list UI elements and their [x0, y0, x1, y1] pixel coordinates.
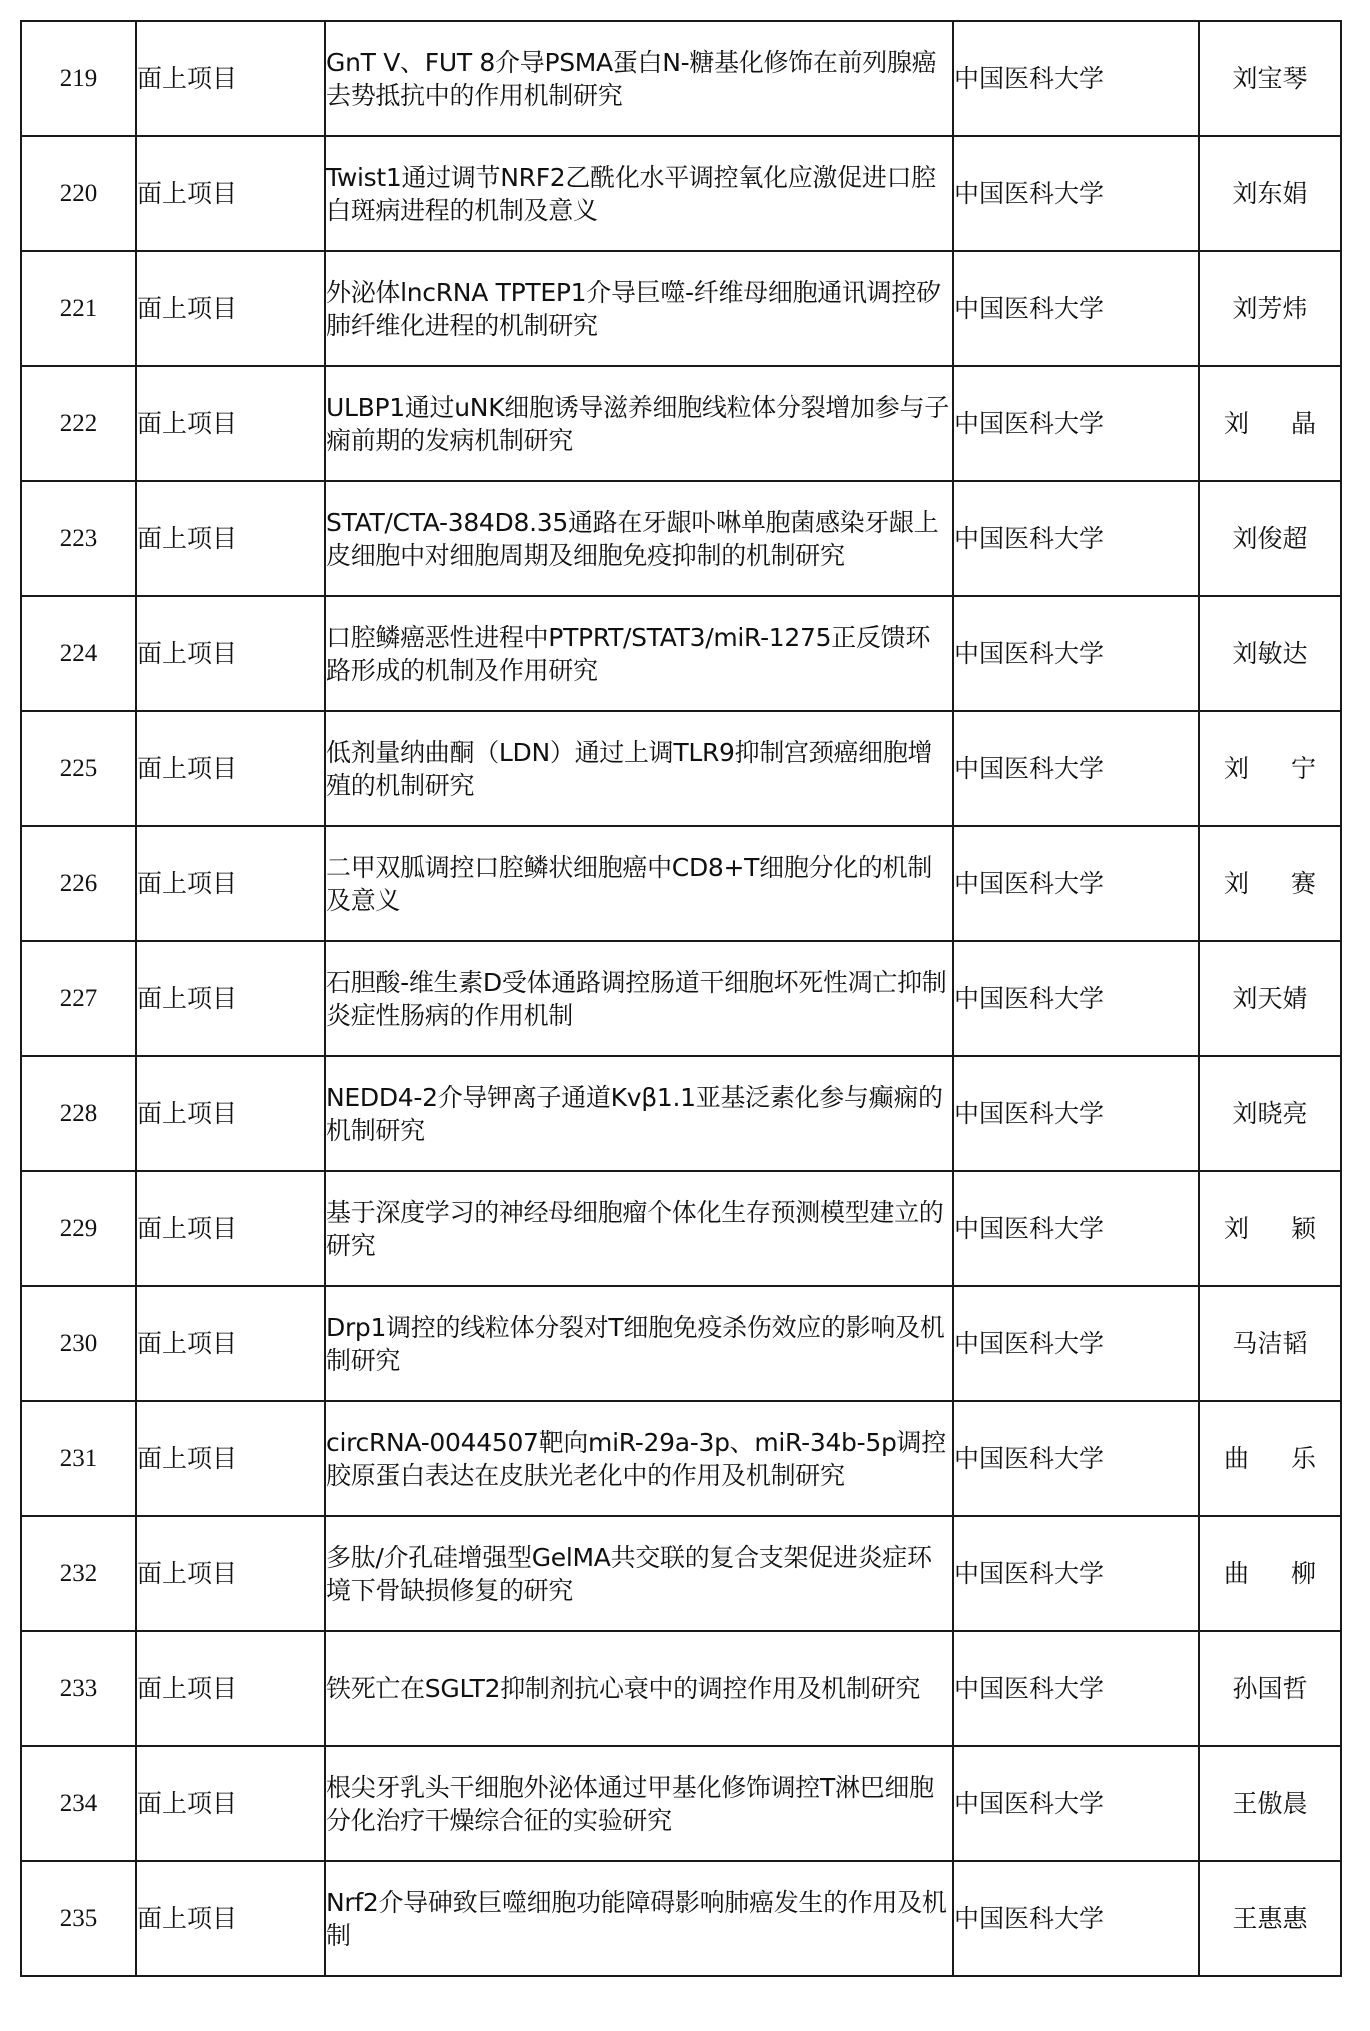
principal-investigator: 孙国哲 — [1199, 1631, 1341, 1746]
table-row — [21, 1286, 1341, 1401]
row-number: 229 — [21, 1171, 136, 1286]
institution: 中国医科大学 — [953, 251, 1199, 366]
principal-investigator: 王惠惠 — [1199, 1861, 1341, 1976]
project-title: 外泌体lncRNA TPTEP1介导巨噬-纤维母细胞通讯调控矽肺纤维化进程的机制研究 — [325, 251, 953, 366]
table-row — [21, 1171, 1341, 1286]
principal-investigator: 马洁韬 — [1199, 1286, 1341, 1401]
principal-investigator: 刘 颖 — [1199, 1171, 1341, 1286]
row-number: 228 — [21, 1056, 136, 1171]
project-type: 面上项目 — [136, 1746, 325, 1861]
project-title: Drp1调控的线粒体分裂对T细胞免疫杀伤效应的影响及机制研究 — [325, 1286, 953, 1401]
principal-investigator: 刘 赛 — [1199, 826, 1341, 941]
institution: 中国医科大学 — [953, 136, 1199, 251]
institution: 中国医科大学 — [953, 1861, 1199, 1976]
project-type: 面上项目 — [136, 1631, 325, 1746]
principal-investigator: 刘天婧 — [1199, 941, 1341, 1056]
principal-investigator: 刘芳炜 — [1199, 251, 1341, 366]
institution: 中国医科大学 — [953, 596, 1199, 711]
project-type: 面上项目 — [136, 711, 325, 826]
project-type: 面上项目 — [136, 136, 325, 251]
row-number: 235 — [21, 1861, 136, 1976]
row-number: 232 — [21, 1516, 136, 1631]
row-number: 230 — [21, 1286, 136, 1401]
table-row — [21, 1056, 1341, 1171]
row-number: 225 — [21, 711, 136, 826]
project-type: 面上项目 — [136, 1171, 325, 1286]
project-title: 多肽/介孔硅增强型GelMA共交联的复合支架促进炎症环境下骨缺损修复的研究 — [325, 1516, 953, 1631]
project-title: NEDD4-2介导钾离子通道Kvβ1.1亚基泛素化参与癫痫的机制研究 — [325, 1056, 953, 1171]
institution: 中国医科大学 — [953, 1516, 1199, 1631]
row-number: 222 — [21, 366, 136, 481]
table-row — [21, 711, 1341, 826]
row-number: 224 — [21, 596, 136, 711]
principal-investigator: 王傲晨 — [1199, 1746, 1341, 1861]
institution: 中国医科大学 — [953, 1746, 1199, 1861]
project-title: 二甲双胍调控口腔鳞状细胞癌中CD8+T细胞分化的机制及意义 — [325, 826, 953, 941]
project-table-body — [21, 21, 1341, 1976]
institution: 中国医科大学 — [953, 1056, 1199, 1171]
project-title: 低剂量纳曲酮（LDN）通过上调TLR9抑制宫颈癌细胞增殖的机制研究 — [325, 711, 953, 826]
row-number: 220 — [21, 136, 136, 251]
institution: 中国医科大学 — [953, 21, 1199, 136]
principal-investigator: 刘敏达 — [1199, 596, 1341, 711]
institution: 中国医科大学 — [953, 1286, 1199, 1401]
institution: 中国医科大学 — [953, 481, 1199, 596]
project-type: 面上项目 — [136, 826, 325, 941]
project-type: 面上项目 — [136, 596, 325, 711]
row-number: 221 — [21, 251, 136, 366]
table-row — [21, 1516, 1341, 1631]
project-title: 根尖牙乳头干细胞外泌体通过甲基化修饰调控T淋巴细胞分化治疗干燥综合征的实验研究 — [325, 1746, 953, 1861]
project-title: STAT/CTA-384D8.35通路在牙龈卟啉单胞菌感染牙龈上皮细胞中对细胞周期及细胞免疫抑制的机制研究 — [325, 481, 953, 596]
project-table — [20, 20, 1342, 1977]
project-type: 面上项目 — [136, 1861, 325, 1976]
principal-investigator: 曲 柳 — [1199, 1516, 1341, 1631]
principal-investigator: 曲 乐 — [1199, 1401, 1341, 1516]
project-title: GnT V、FUT 8介导PSMA蛋白N-糖基化修饰在前列腺癌去势抵抗中的作用机制研究 — [325, 21, 953, 136]
principal-investigator: 刘俊超 — [1199, 481, 1341, 596]
institution: 中国医科大学 — [953, 1171, 1199, 1286]
project-title: 基于深度学习的神经母细胞瘤个体化生存预测模型建立的研究 — [325, 1171, 953, 1286]
row-number: 227 — [21, 941, 136, 1056]
table-row — [21, 21, 1341, 136]
institution: 中国医科大学 — [953, 366, 1199, 481]
project-type: 面上项目 — [136, 1401, 325, 1516]
project-type: 面上项目 — [136, 21, 325, 136]
table-row — [21, 1746, 1341, 1861]
table-row — [21, 596, 1341, 711]
table-row — [21, 941, 1341, 1056]
row-number: 223 — [21, 481, 136, 596]
table-row — [21, 1401, 1341, 1516]
institution: 中国医科大学 — [953, 1631, 1199, 1746]
row-number: 231 — [21, 1401, 136, 1516]
principal-investigator: 刘晓亮 — [1199, 1056, 1341, 1171]
project-type: 面上项目 — [136, 1056, 325, 1171]
table-row — [21, 1631, 1341, 1746]
project-type: 面上项目 — [136, 251, 325, 366]
institution: 中国医科大学 — [953, 941, 1199, 1056]
table-row — [21, 481, 1341, 596]
principal-investigator: 刘宝琴 — [1199, 21, 1341, 136]
institution: 中国医科大学 — [953, 711, 1199, 826]
project-title: Nrf2介导砷致巨噬细胞功能障碍影响肺癌发生的作用及机制 — [325, 1861, 953, 1976]
project-type: 面上项目 — [136, 481, 325, 596]
principal-investigator: 刘 晶 — [1199, 366, 1341, 481]
row-number: 233 — [21, 1631, 136, 1746]
project-title: circRNA-0044507靶向miR-29a-3p、miR-34b-5p调控胶原蛋白表达在皮肤光老化中的作用及机制研究 — [325, 1401, 953, 1516]
project-type: 面上项目 — [136, 941, 325, 1056]
row-number: 219 — [21, 21, 136, 136]
institution: 中国医科大学 — [953, 1401, 1199, 1516]
institution: 中国医科大学 — [953, 826, 1199, 941]
project-title: 石胆酸-维生素D受体通路调控肠道干细胞坏死性凋亡抑制炎症性肠病的作用机制 — [325, 941, 953, 1056]
table-row — [21, 1861, 1341, 1976]
project-title: Twist1通过调节NRF2乙酰化水平调控氧化应激促进口腔白斑病进程的机制及意义 — [325, 136, 953, 251]
project-title: 口腔鳞癌恶性进程中PTPRT/STAT3/miR-1275正反馈环路形成的机制及作用研究 — [325, 596, 953, 711]
row-number: 234 — [21, 1746, 136, 1861]
table-row — [21, 366, 1341, 481]
project-title: ULBP1通过uNK细胞诱导滋养细胞线粒体分裂增加参与子痫前期的发病机制研究 — [325, 366, 953, 481]
project-type: 面上项目 — [136, 1516, 325, 1631]
project-title: 铁死亡在SGLT2抑制剂抗心衰中的调控作用及机制研究 — [325, 1631, 953, 1746]
row-number: 226 — [21, 826, 136, 941]
table-row — [21, 251, 1341, 366]
principal-investigator: 刘 宁 — [1199, 711, 1341, 826]
table-row — [21, 136, 1341, 251]
project-type: 面上项目 — [136, 366, 325, 481]
table-row — [21, 826, 1341, 941]
project-type: 面上项目 — [136, 1286, 325, 1401]
principal-investigator: 刘东娟 — [1199, 136, 1341, 251]
